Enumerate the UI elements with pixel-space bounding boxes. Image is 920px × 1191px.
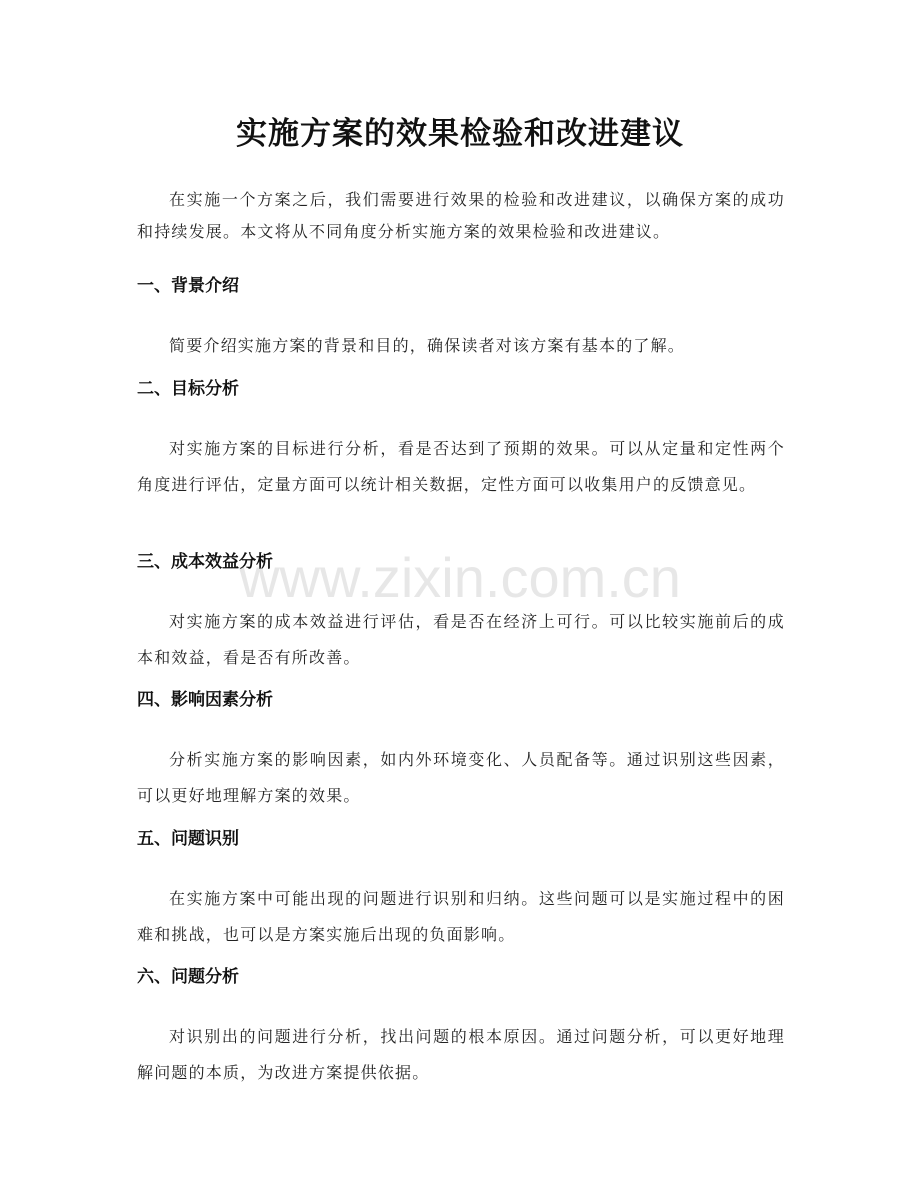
watermark: www.zixin.com.cn xyxy=(239,546,681,609)
section-goal-analysis xyxy=(137,374,785,503)
section-problem-analysis xyxy=(137,962,785,1091)
section-paragraph: 对实施方案的目标进行分析，看是否达到了预期的效果。可以从定量和定性两个角度进行评估，定量方面可以统计相关数据，定性方面可以收集用户的反馈意见。 xyxy=(137,439,785,494)
section-heading: 五、问题识别 xyxy=(137,829,239,849)
section-problem-identification xyxy=(137,824,785,953)
section-cost-benefit xyxy=(137,547,785,676)
intro-paragraph: 在实施一个方案之后，我们需要进行效果的检验和改进建议，以确保方案的成功和持续发展。本文将从不同角度分析实施方案的效果检验和改进建议。 xyxy=(137,190,785,241)
section-heading: 四、影响因素分析 xyxy=(137,690,273,710)
section-heading: 一、背景介绍 xyxy=(137,276,239,296)
section-heading: 三、成本效益分析 xyxy=(137,552,273,572)
document-title: 实施方案的效果检验和改进建议 xyxy=(236,116,684,152)
section-heading: 二、目标分析 xyxy=(137,379,239,399)
section-heading: 六、问题分析 xyxy=(137,967,239,987)
section-paragraph: 对识别出的问题进行分析，找出问题的根本原因。通过问题分析，可以更好地理解问题的本质，为改进方案提供依据。 xyxy=(137,1027,785,1082)
section-influence-factors xyxy=(137,685,785,814)
section-paragraph: 分析实施方案的影响因素，如内外环境变化、人员配备等。通过识别这些因素，可以更好地理解方案的效果。 xyxy=(137,750,785,805)
section-background xyxy=(137,271,785,364)
section-paragraph: 简要介绍实施方案的背景和目的，确保读者对该方案有基本的了解。 xyxy=(169,336,686,355)
section-paragraph: 对实施方案的成本效益进行评估，看是否在经济上可行。可以比较实施前后的成本和效益，看是否有所改善。 xyxy=(137,612,785,667)
section-paragraph: 在实施方案中可能出现的问题进行识别和归纳。这些问题可以是实施过程中的困难和挑战，也可以是方案实施后出现的负面影响。 xyxy=(137,889,785,944)
